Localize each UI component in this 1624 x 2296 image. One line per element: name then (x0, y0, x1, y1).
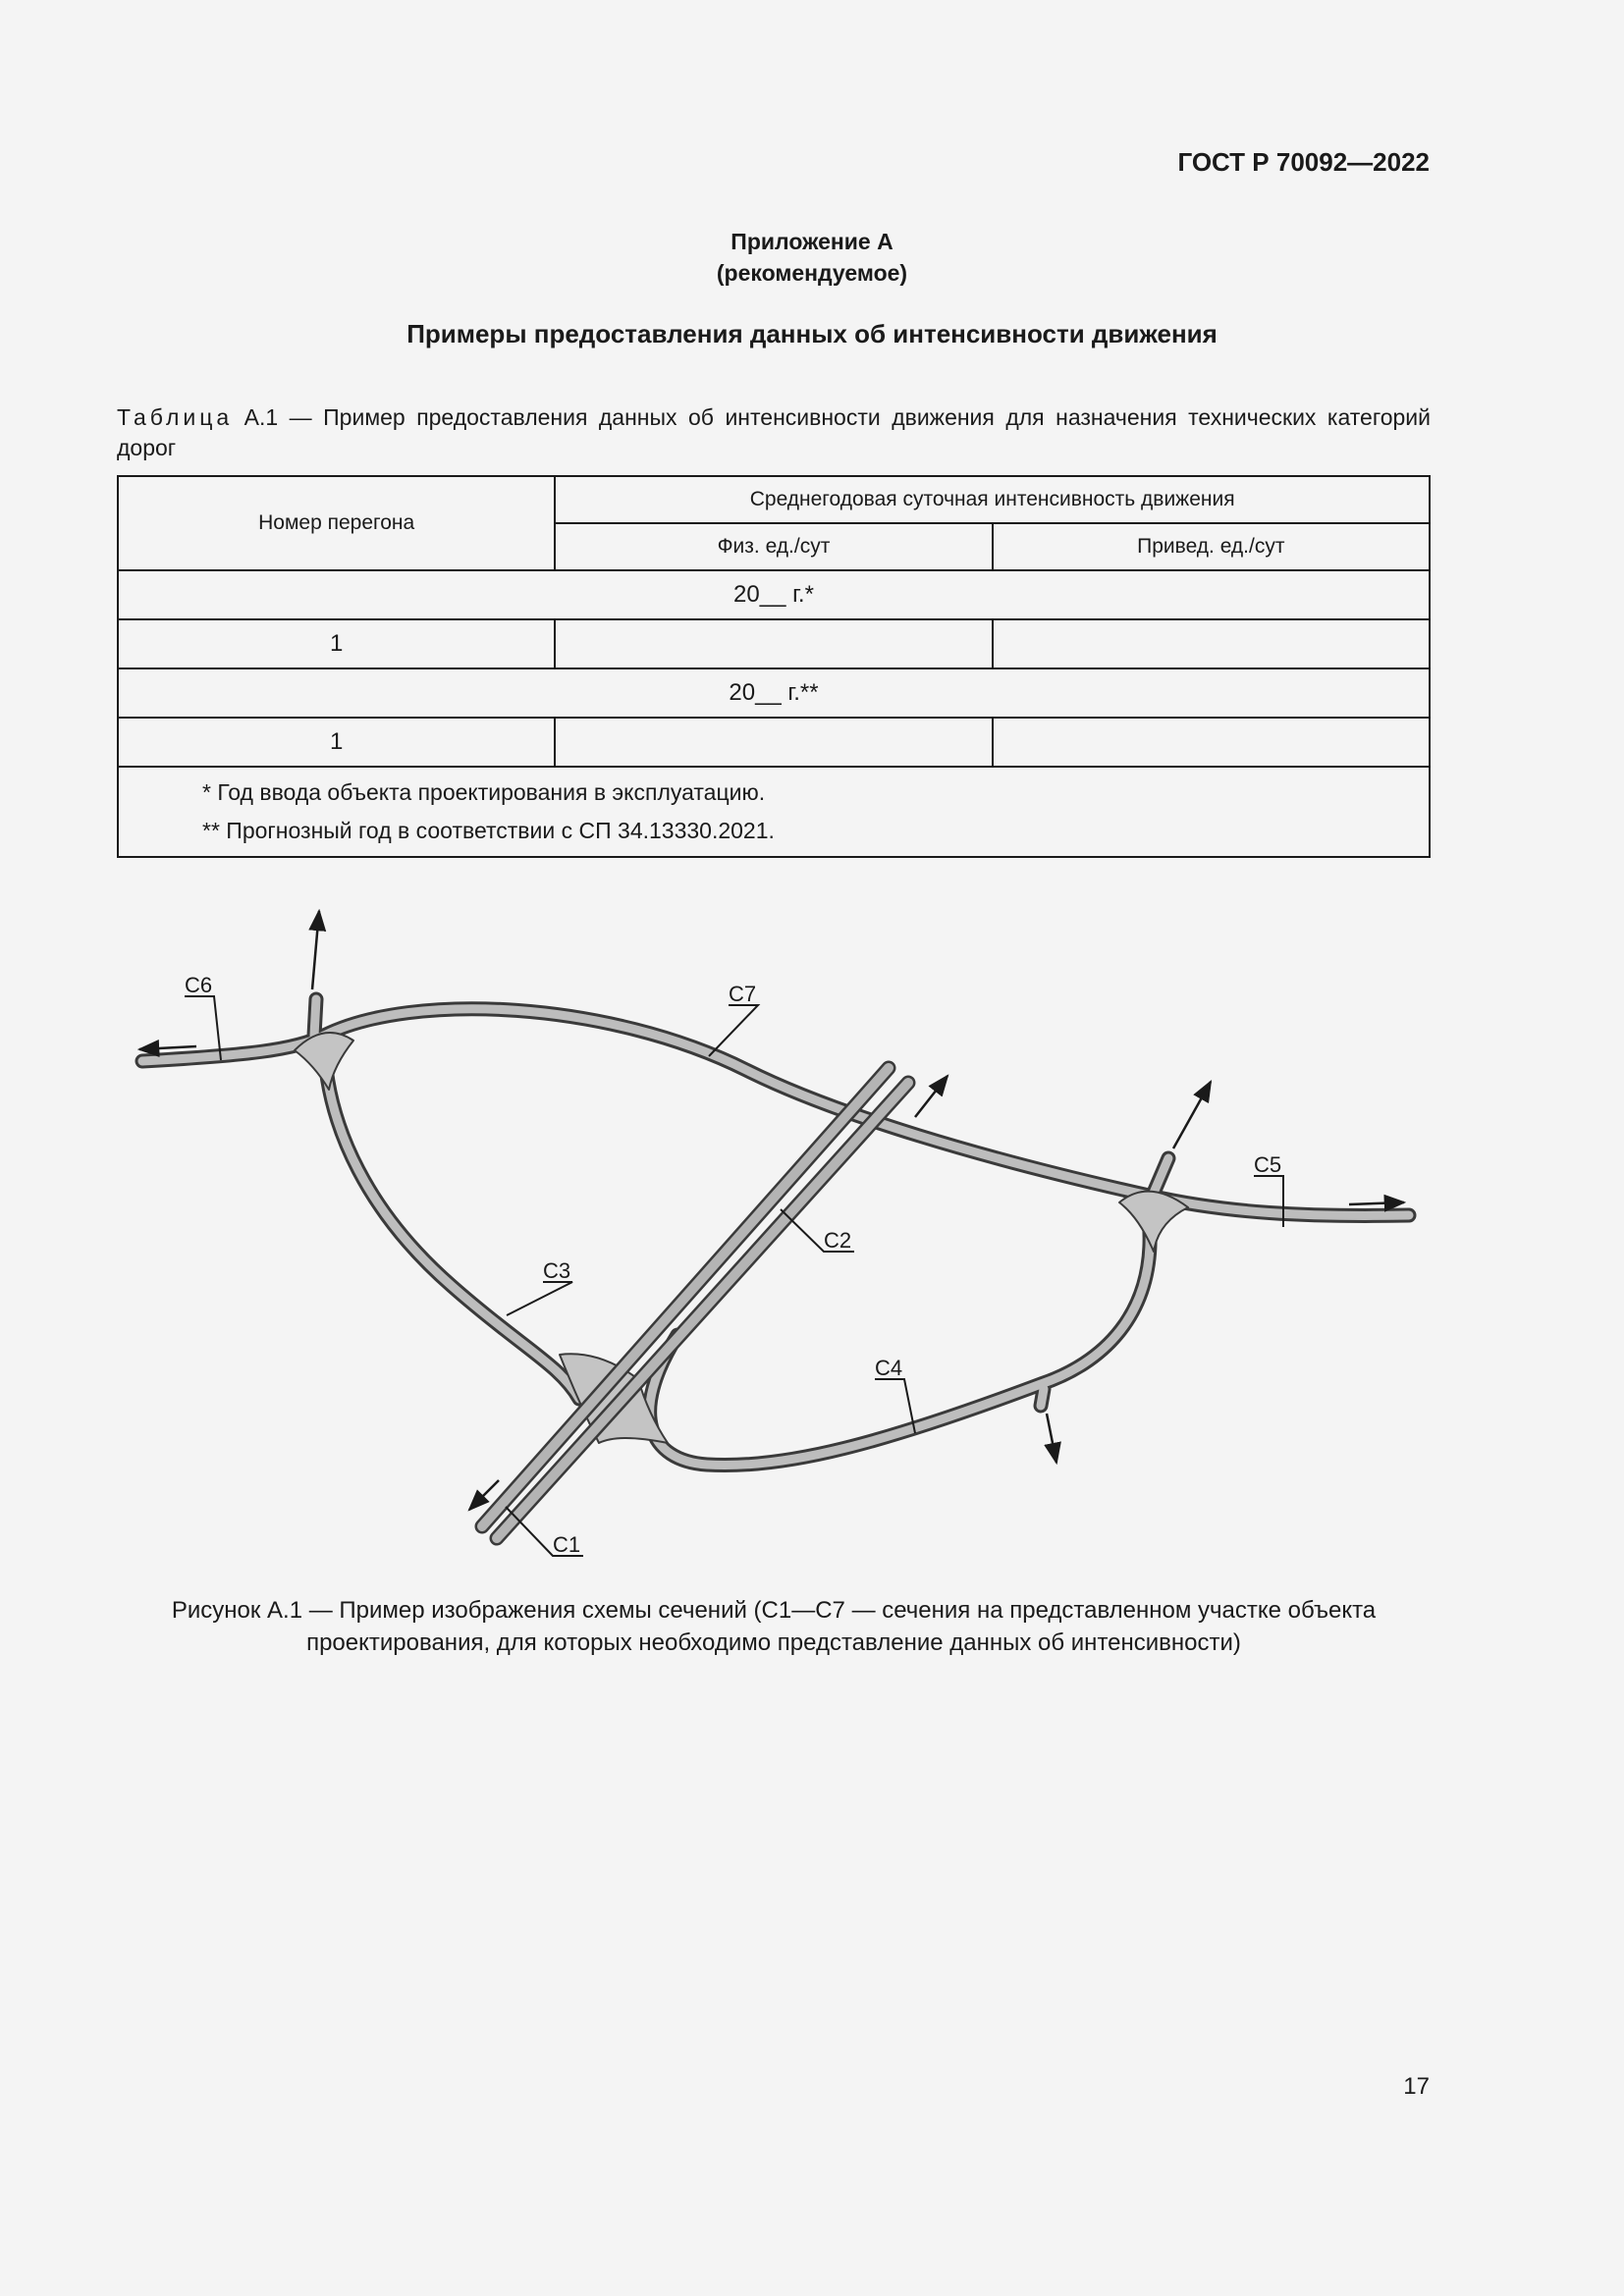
appendix-heading (0, 226, 1624, 289)
row-2-physical (555, 718, 992, 767)
row-2-reduced (993, 718, 1430, 767)
table-caption (117, 402, 1431, 463)
row-2-number: 1 (118, 718, 555, 767)
appendix-type: (рекомендуемое) (716, 260, 908, 286)
section-title: Примеры предоставления данных об интенсивности движения (406, 319, 1218, 348)
header-intensity-group: Среднегодовая суточная интенсивность движения (555, 476, 1430, 523)
intensity-table (117, 475, 1431, 858)
appendix-title: Приложение А (731, 229, 893, 254)
road-network (142, 999, 1409, 1538)
figure-caption: Рисунок А.1 — Пример изображения схемы сечений (С1—С7 — сечения на представленном участке объекта проектирования, для которых необходимо представление данных об интенсивности) (171, 1597, 1377, 1656)
header-reduced-units: Привед. ед./сут (993, 523, 1430, 570)
table-caption-label: Таблица (117, 404, 234, 430)
year-row-commissioning: 20__ г.* (118, 570, 1430, 619)
road-section-scheme (0, 883, 1624, 1571)
table-notes (118, 767, 1430, 857)
page-number: 17 (1403, 2073, 1430, 2100)
label-c3: С3 (543, 1258, 571, 1283)
label-c2: С2 (824, 1228, 852, 1253)
note-forecast: ** Прогнозный год в соответствии с СП 34.13330.2021. (202, 818, 775, 843)
label-c4: С4 (875, 1356, 903, 1380)
row-1-physical (555, 619, 992, 668)
label-c5: С5 (1254, 1152, 1282, 1177)
table-caption-text: А.1 — Пример предоставления данных об интенсивности движения для назначения технических категорий дорог (117, 404, 1431, 460)
label-c6: С6 (185, 973, 213, 997)
note-commissioning: * Год ввода объекта проектирования в эксплуатацию. (202, 779, 766, 805)
document-code: ГОСТ Р 70092—2022 (1177, 147, 1430, 177)
header-section-number: Номер перегона (118, 476, 555, 570)
label-c1: С1 (553, 1532, 581, 1557)
label-c7: С7 (729, 982, 757, 1006)
year-row-forecast: 20__ г.** (118, 668, 1430, 718)
header-physical-units: Физ. ед./сут (555, 523, 992, 570)
row-1-number: 1 (118, 619, 555, 668)
row-1-reduced (993, 619, 1430, 668)
